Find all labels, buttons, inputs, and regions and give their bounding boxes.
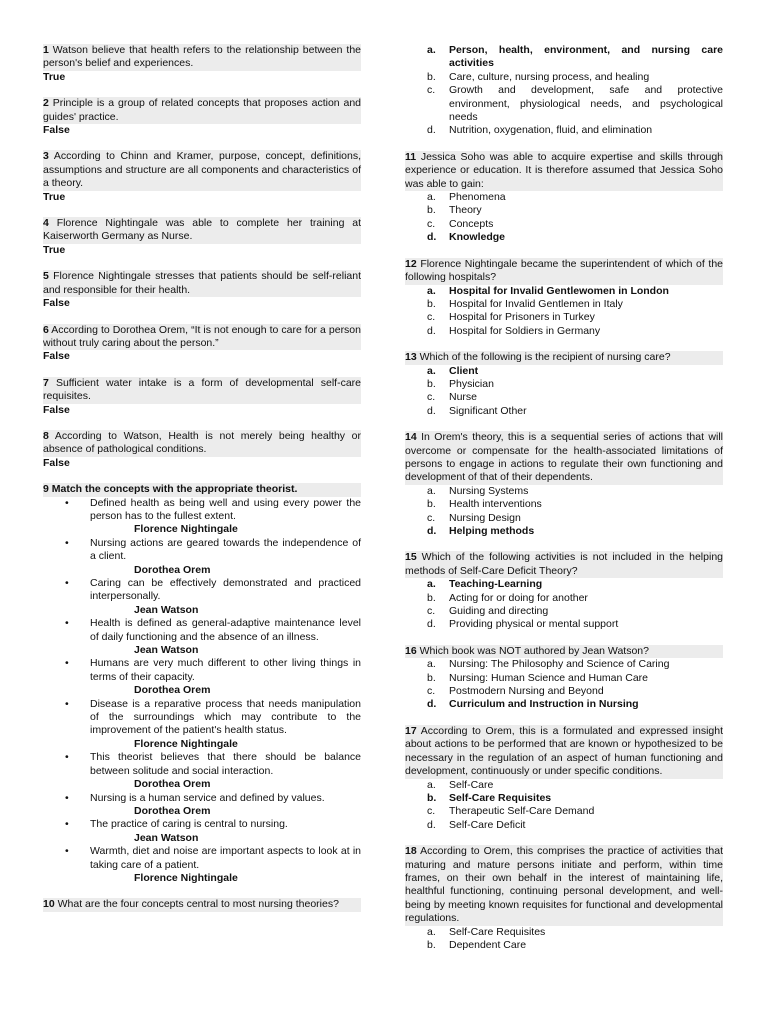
concept-text: Caring can be effectively demonstrated and practiced interpersonally.	[90, 577, 361, 603]
question-text: Watson believe that health refers to the relationship between the person's belief and experiences.	[43, 44, 361, 70]
bullet-icon: •	[65, 751, 69, 764]
question-stem	[43, 44, 361, 71]
question-text: Principle is a group of related concepts that proposes action and guides' practice.	[43, 97, 362, 123]
option-list	[405, 485, 723, 539]
answer-option	[405, 592, 723, 605]
question-number: 4	[43, 217, 49, 230]
answer-option	[405, 779, 723, 792]
question-text: According to Watson, Health is not merely being healthy or absence of pathological conditions.	[43, 429, 361, 456]
option-letter: d.	[427, 698, 437, 711]
question-number: 1	[43, 44, 49, 56]
option-letter: a.	[427, 578, 436, 591]
option-letter: b.	[427, 498, 436, 511]
question-number: 11	[405, 150, 417, 163]
question-number: 8	[43, 429, 49, 442]
answer-option	[405, 939, 723, 952]
answer-option	[405, 204, 723, 217]
matching-heading: 9 Match the concepts with the appropriate theorist.	[43, 483, 361, 496]
bullet-icon: •	[65, 496, 69, 509]
option-letter: d.	[427, 124, 436, 137]
answer-option	[405, 485, 723, 498]
answer-text: False	[43, 403, 70, 416]
matching-list	[43, 497, 361, 886]
tf-question	[43, 377, 361, 417]
answer-option	[405, 685, 723, 698]
option-letter: c.	[427, 84, 436, 97]
option-text: Hospital for Soldiers in Germany	[449, 324, 601, 337]
tf-question	[43, 324, 361, 364]
option-letter: a.	[427, 658, 436, 671]
answer-option	[405, 805, 723, 818]
answer-option	[405, 218, 723, 231]
option-text: Helping methods	[449, 525, 535, 537]
concept-text: Health is defined as general-adaptive maintenance level of daily functioning and the absence of an illness.	[90, 617, 361, 643]
bullet-icon: •	[65, 657, 69, 670]
question-number: 16	[405, 644, 417, 657]
answer-option	[405, 698, 723, 711]
answer-option	[405, 44, 723, 71]
answer-option	[405, 926, 723, 939]
option-letter: c.	[427, 605, 436, 618]
bullet-icon: •	[65, 845, 69, 858]
tf-question	[43, 44, 361, 84]
match-item	[43, 497, 361, 537]
option-letter: c.	[427, 511, 436, 524]
bullet-icon: •	[65, 791, 69, 804]
option-text: Guiding and directing	[449, 605, 549, 618]
option-text: Physician	[449, 377, 494, 390]
option-text: Teaching-Learning	[449, 578, 543, 591]
option-list	[405, 779, 723, 833]
answer-option	[405, 498, 723, 511]
match-item	[43, 792, 361, 819]
option-text: Health interventions	[449, 498, 542, 511]
theorist-name: Florence Nightingale	[134, 523, 238, 536]
question-stem	[405, 151, 723, 191]
mc-question	[405, 645, 723, 712]
option-letter: d.	[427, 818, 436, 831]
theorist-name: Jean Watson	[134, 603, 199, 616]
option-letter: c.	[427, 685, 436, 698]
question-number: 13	[405, 351, 417, 364]
match-item	[43, 818, 361, 845]
option-list	[405, 365, 723, 419]
match-item	[43, 657, 361, 697]
answer-option	[405, 792, 723, 805]
left-column	[43, 44, 361, 925]
match-concept	[43, 818, 361, 831]
option-text: Phenomena	[449, 191, 506, 204]
answer-option	[405, 71, 723, 84]
answer-text: False	[43, 350, 70, 363]
option-text: Concepts	[449, 217, 494, 230]
question-text: According to Dorothea Orem, “It is not enough to care for a person without truly caring about the person.”	[43, 323, 361, 349]
question-number: 2	[43, 97, 49, 110]
answer-option	[405, 525, 723, 538]
bullet-icon: •	[65, 577, 69, 589]
question-10	[43, 898, 361, 911]
option-text: Dependent Care	[449, 938, 527, 951]
question-text: According to Orem, this comprises the practice of activities that maturing and mature persons initiate and perform, within time frames, on their own behalf in the interest of maintaining life, healthful functioning, continuing personal development, and well-being by meeting known requisites for functional and developmental regulations.	[405, 845, 724, 925]
question-stem	[405, 551, 723, 578]
option-text: Self-Care Deficit	[449, 818, 526, 831]
answer-option	[405, 84, 723, 124]
option-list	[405, 285, 723, 339]
question-stem	[43, 150, 361, 190]
option-letter: d.	[427, 231, 437, 244]
question-text: In Orem's theory, this is a sequential series of actions that will overcome or compensate for the health-associated limitations of persons to engage in actions to regulate their own functioning and development of that of their dependents.	[405, 431, 723, 484]
question-text: Florence Nightingale was able to complete her training at Kaiserworth Germany as Nurse.	[43, 217, 362, 243]
answer-text: True	[43, 70, 66, 83]
question-number: 6	[43, 323, 49, 336]
concept-text: Humans are very much different to other living things in terms of their capacity.	[90, 657, 361, 683]
question-stem	[43, 217, 361, 244]
concept-text: Nursing actions are geared towards the independence of a client.	[90, 536, 361, 563]
question-stem	[405, 725, 723, 779]
tf-question	[43, 430, 361, 470]
question-number: 10	[43, 898, 55, 911]
option-list	[405, 926, 723, 953]
option-letter: a.	[427, 191, 436, 204]
theorist-name: Dorothea Orem	[134, 778, 211, 791]
option-letter: a.	[427, 44, 436, 56]
option-text: Person, health, environment, and nursing care activities	[449, 44, 723, 70]
question-number: 18	[405, 845, 417, 858]
theorist-name: Jean Watson	[134, 831, 199, 844]
match-concept	[43, 792, 361, 805]
option-letter: b.	[427, 70, 436, 83]
match-concept	[43, 845, 361, 872]
tf-question	[43, 270, 361, 310]
mc-question	[405, 351, 723, 418]
theorist-name: Dorothea Orem	[134, 563, 211, 576]
answer-text: False	[43, 124, 70, 137]
option-text: Nurse	[449, 391, 478, 404]
option-letter: d.	[427, 404, 436, 417]
question-stem	[43, 324, 361, 351]
option-list	[405, 658, 723, 712]
answer-option	[405, 325, 723, 338]
option-text: Theory	[449, 204, 482, 217]
option-text: Therapeutic Self-Care Demand	[449, 805, 595, 818]
question-text: Which book was NOT authored by Jean Watson?	[419, 644, 649, 657]
answer-text: True	[43, 243, 66, 256]
match-item	[43, 845, 361, 885]
option-letter: a.	[427, 778, 436, 791]
answer-option	[405, 311, 723, 324]
answer-option	[405, 191, 723, 204]
question-text: According to Orem, this is a formulated and expressed insight about actions to be performed that are known or hypothesized to be necessary in the regulation of an aspect of human functioning and development, continuously or under specific conditions.	[405, 724, 724, 778]
question-stem	[43, 97, 361, 124]
option-letter: b.	[427, 297, 436, 310]
match-concept	[43, 657, 361, 684]
option-list	[405, 191, 723, 245]
answer-option	[405, 285, 723, 298]
option-text: Postmodern Nursing and Beyond	[449, 685, 604, 698]
answer-option	[405, 605, 723, 618]
option-letter: d.	[427, 525, 437, 537]
question-stem	[405, 351, 723, 364]
option-letter: a.	[427, 925, 436, 938]
match-item	[43, 577, 361, 617]
option-text: Hospital for Invalid Gentlewomen in London	[449, 284, 669, 297]
question-10-options	[405, 44, 723, 138]
question-text: Which of the following activities is not included in the helping methods of Self-Care Deficit Theory?	[405, 551, 723, 577]
question-stem	[43, 898, 361, 911]
question-number: 14	[405, 431, 417, 444]
right-column	[405, 44, 723, 965]
answer-text: True	[43, 190, 66, 203]
option-letter: c.	[427, 805, 436, 818]
option-text: Hospital for Prisoners in Turkey	[449, 311, 595, 324]
option-letter: c.	[427, 311, 436, 324]
question-text: Florence Nightingale became the superintendent of which of the following hospitals?	[405, 257, 723, 284]
option-letter: a.	[427, 284, 436, 297]
mc-question	[405, 551, 723, 631]
option-list	[405, 578, 723, 632]
option-letter: b.	[427, 204, 436, 217]
question-number: 3	[43, 150, 49, 163]
option-text: Care, culture, nursing process, and healing	[449, 70, 650, 83]
option-letter: a.	[427, 364, 436, 377]
bullet-icon: •	[65, 697, 69, 710]
question-stem	[405, 845, 723, 925]
answer-option	[405, 618, 723, 631]
tf-question	[43, 150, 361, 204]
answer-option	[405, 365, 723, 378]
option-text: Nursing Design	[449, 511, 521, 524]
option-text: Self-Care	[449, 778, 494, 791]
answer-text: False	[43, 297, 70, 310]
option-letter: b.	[427, 591, 436, 604]
answer-text: False	[43, 456, 70, 469]
option-letter: d.	[427, 618, 436, 631]
answer-option	[405, 391, 723, 404]
answer-option	[405, 672, 723, 685]
option-text: Growth and development, safe and protective environment, physiological needs, and psychological needs	[449, 84, 723, 124]
multiple-choice-questions	[405, 151, 723, 953]
option-letter: c.	[427, 217, 436, 230]
matching-question	[43, 483, 361, 885]
true-false-questions	[43, 44, 361, 470]
answer-option	[405, 819, 723, 832]
option-list	[405, 44, 723, 138]
question-stem	[43, 270, 361, 297]
question-stem	[405, 258, 723, 285]
theorist-name: Florence Nightingale	[134, 737, 238, 750]
answer-option	[405, 298, 723, 311]
concept-text: Warmth, diet and noise are important aspects to look at in taking care of a patient.	[90, 845, 361, 871]
option-text: Hospital for Invalid Gentlemen in Italy	[449, 297, 623, 310]
question-number: 12	[405, 257, 417, 270]
option-letter: b.	[427, 377, 436, 390]
mc-question	[405, 151, 723, 245]
answer-option	[405, 578, 723, 591]
match-concept	[43, 497, 361, 524]
answer-option	[405, 378, 723, 391]
option-text: Nutrition, oxygenation, fluid, and elimination	[449, 124, 653, 137]
option-text: Self-Care Requisites	[449, 791, 552, 804]
answer-option	[405, 231, 723, 244]
question-text: What are the four concepts central to most nursing theories?	[57, 898, 339, 911]
theorist-name: Florence Nightingale	[134, 871, 238, 884]
option-letter: b.	[427, 791, 437, 804]
concept-text: This theorist believes that there should be balance between solitude and social interaction.	[90, 751, 361, 777]
question-text: Sufficient water intake is a form of developmental self-care requisites.	[43, 376, 361, 403]
question-stem	[405, 431, 723, 485]
option-letter: b.	[427, 671, 436, 684]
answer-option	[405, 512, 723, 525]
match-concept	[43, 698, 361, 738]
mc-question	[405, 725, 723, 832]
theorist-name: Dorothea Orem	[134, 684, 211, 697]
option-text: Significant Other	[449, 404, 527, 417]
question-text: According to Chinn and Kramer, purpose, concept, definitions, assumptions and structure are all components and characteristics of a theory.	[43, 150, 361, 190]
answer-option	[405, 124, 723, 137]
concept-text: The practice of caring is central to nursing.	[90, 818, 288, 831]
option-text: Client	[449, 364, 479, 377]
question-text: Florence Nightingale stresses that patients should be self-reliant and responsible for their health.	[43, 270, 361, 296]
tf-question	[43, 217, 361, 257]
option-letter: c.	[427, 391, 436, 404]
concept-text: Defined health as being well and using every power the person has to the fullest extent.	[90, 496, 361, 522]
bullet-icon: •	[65, 617, 69, 630]
question-text: Jessica Soho was able to acquire expertise and skills through experience or education. It is therefore assumed that Jessica Soho was able to gain:	[405, 150, 723, 190]
question-number: 17	[405, 724, 417, 737]
option-text: Self-Care Requisites	[449, 925, 546, 938]
mc-question	[405, 431, 723, 538]
match-concept	[43, 577, 361, 604]
question-stem	[405, 645, 723, 658]
question-text: Which of the following is the recipient of nursing care?	[419, 351, 671, 364]
answer-option	[405, 658, 723, 671]
match-concept	[43, 617, 361, 644]
question-number: 7	[43, 376, 49, 389]
theorist-name: Dorothea Orem	[134, 804, 211, 817]
option-text: Nursing: The Philosophy and Science of Caring	[449, 658, 670, 671]
theorist-name: Jean Watson	[134, 644, 199, 657]
question-number: 5	[43, 270, 49, 283]
option-letter: a.	[427, 484, 436, 497]
option-text: Providing physical or mental support	[449, 618, 619, 631]
bullet-icon: •	[65, 536, 69, 549]
mc-question	[405, 258, 723, 338]
concept-text: Nursing is a human service and defined by values.	[90, 791, 325, 804]
match-item	[43, 617, 361, 657]
tf-question	[43, 97, 361, 137]
option-text: Knowledge	[449, 231, 506, 244]
option-text: Nursing: Human Science and Human Care	[449, 671, 649, 684]
question-number: 15	[405, 551, 417, 564]
match-item	[43, 698, 361, 752]
match-concept	[43, 751, 361, 778]
option-letter: b.	[427, 938, 436, 951]
mc-question	[405, 845, 723, 952]
match-item	[43, 751, 361, 791]
question-stem	[43, 430, 361, 457]
concept-text: Disease is a reparative process that needs manipulation of the surroundings which may contribute to the improvement of the patient's health status.	[90, 697, 361, 737]
option-text: Acting for or doing for another	[449, 591, 588, 604]
option-letter: d.	[427, 324, 436, 337]
match-concept	[43, 537, 361, 564]
option-text: Nursing Systems	[449, 484, 529, 497]
option-text: Curriculum and Instruction in Nursing	[449, 698, 639, 711]
answer-option	[405, 405, 723, 418]
match-item	[43, 537, 361, 577]
question-stem	[43, 377, 361, 404]
bullet-icon: •	[65, 818, 69, 831]
